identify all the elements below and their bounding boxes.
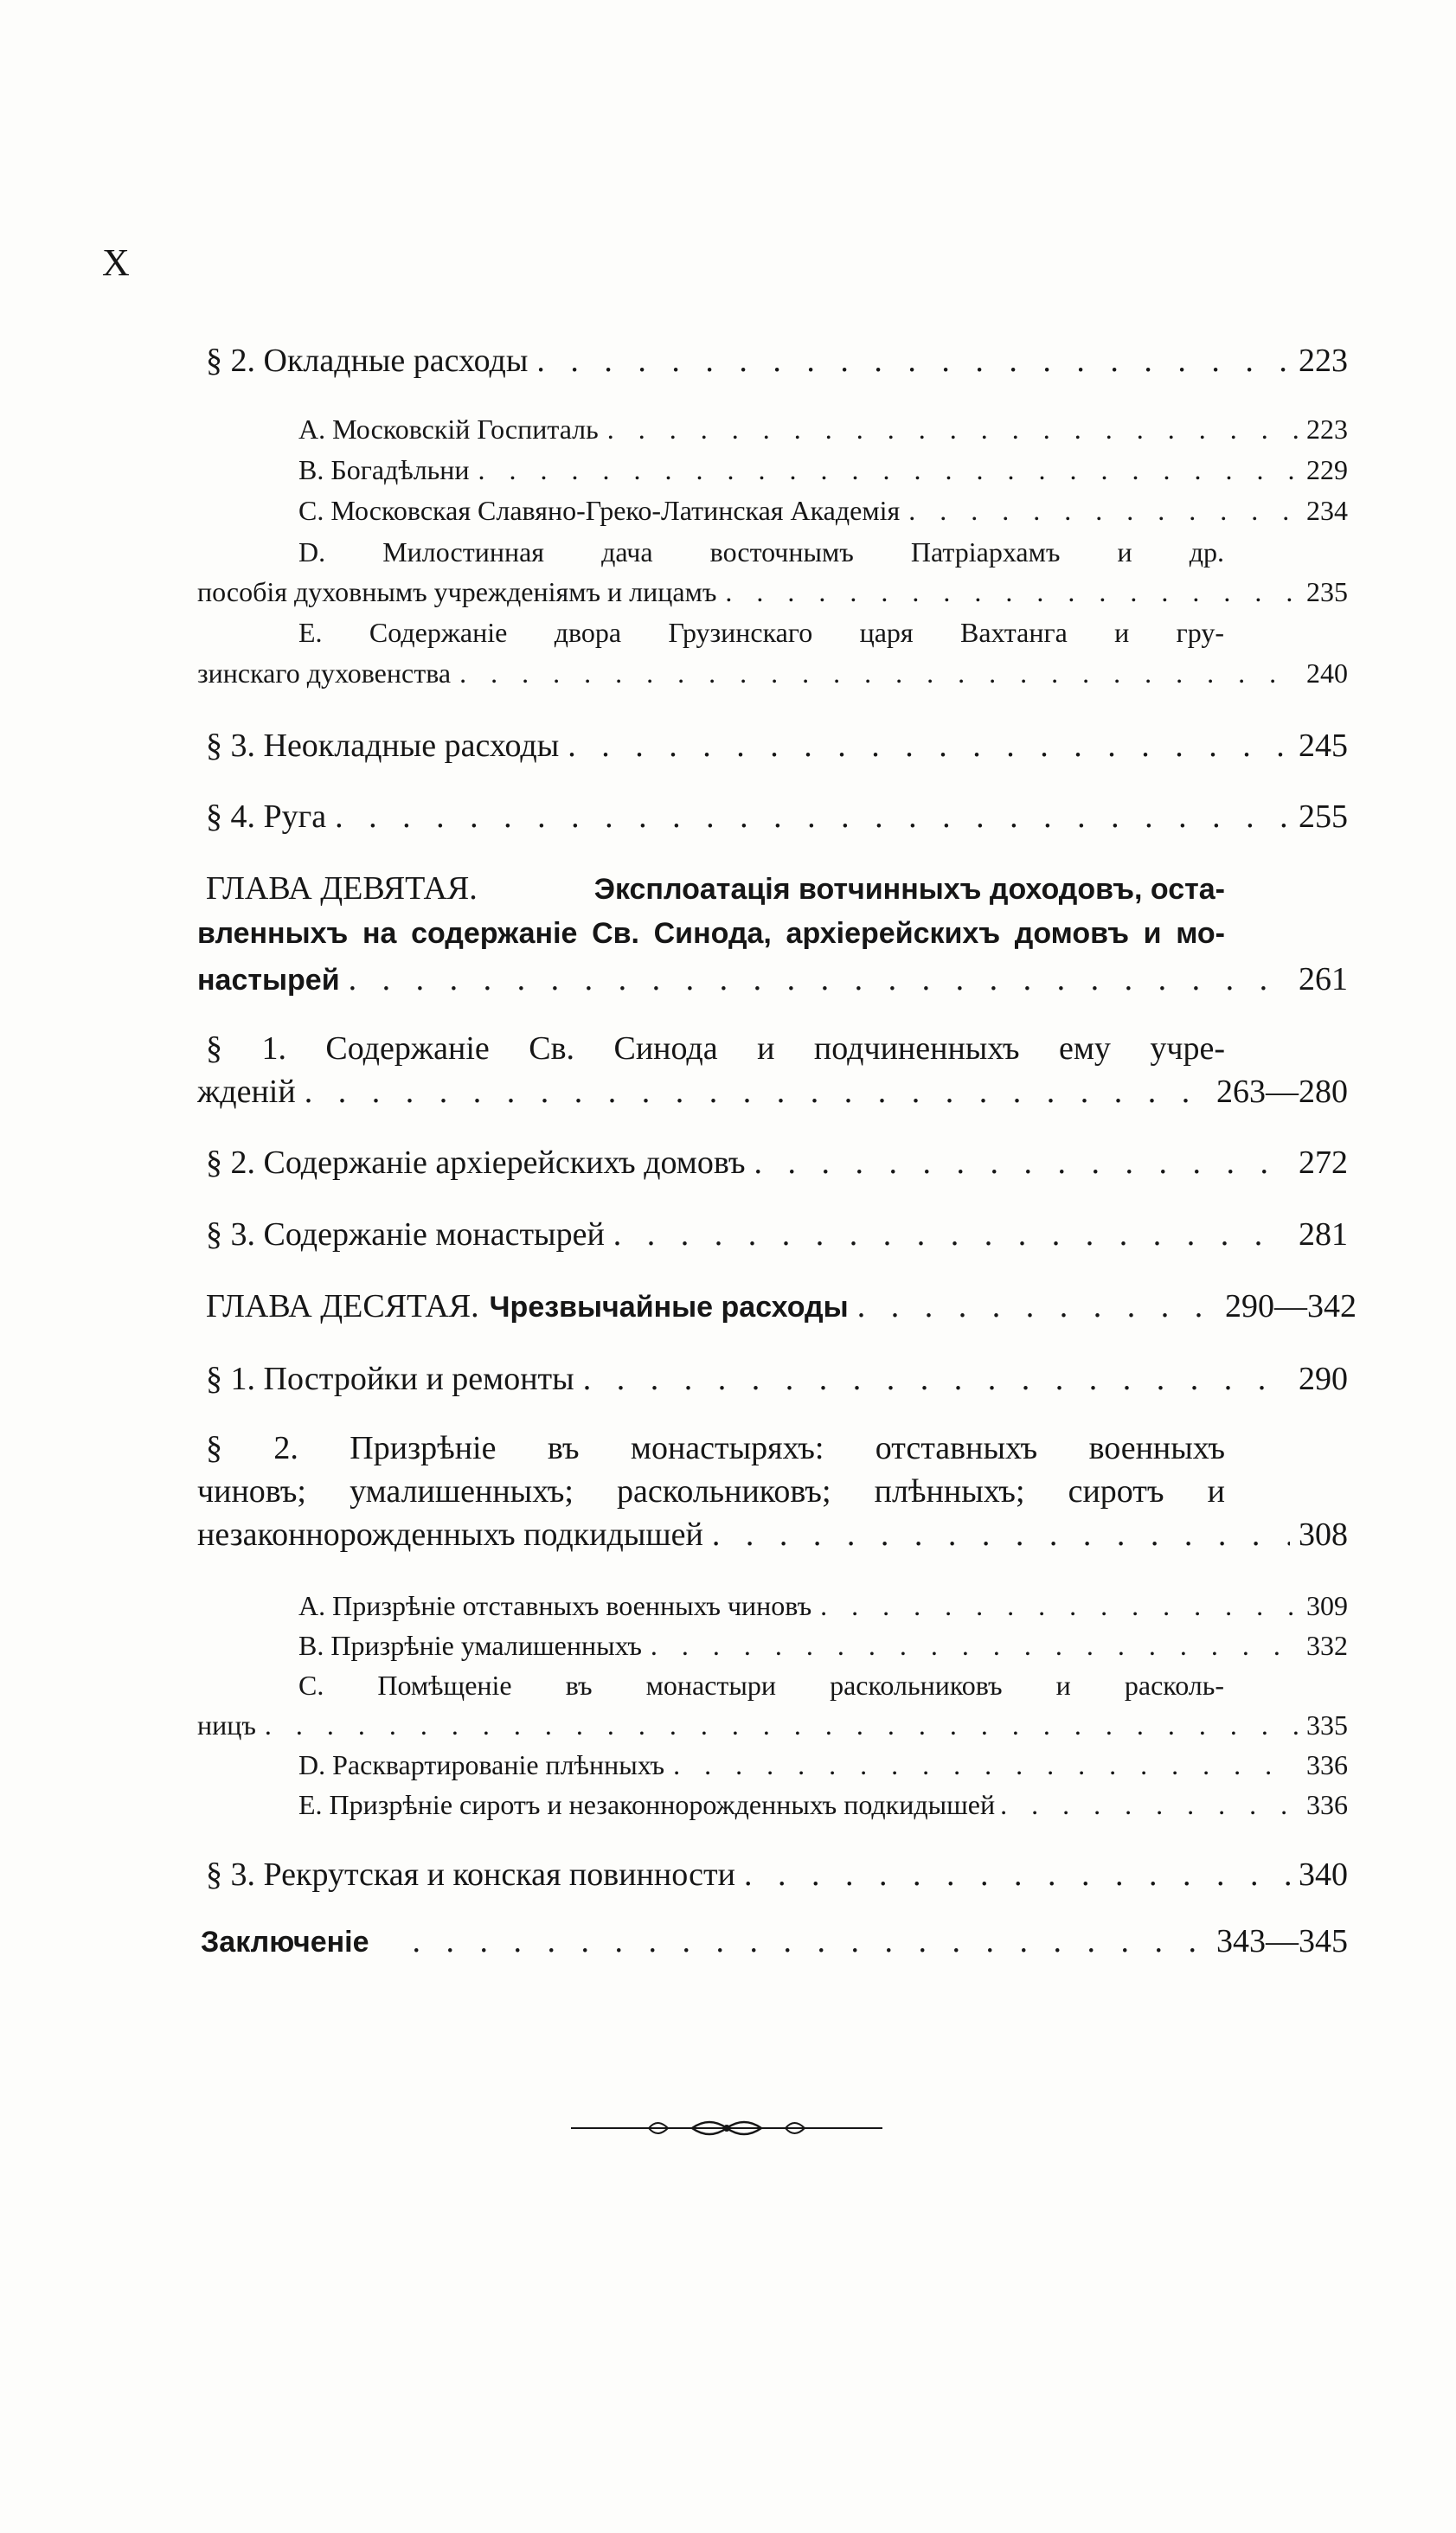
toc-entry-title: Е. Призрѣніе сиротъ и незаконнорожденныхъ подкидышей xyxy=(298,1789,996,1820)
leader-dots xyxy=(413,1922,1208,1960)
toc-entry-title: § 1. Постройки и ремонты xyxy=(206,1361,574,1397)
toc-entry-title: В. Призрѣніе умалишенныхъ xyxy=(298,1630,642,1661)
toc-entry-title: § 4. Руга xyxy=(206,798,327,835)
toc-entry-page: 223 xyxy=(1306,414,1348,445)
toc-entry-ch9-s1[interactable] xyxy=(197,1073,1348,1111)
toc-entry-page: 332 xyxy=(1306,1630,1348,1661)
toc-entry-ch10-s2a[interactable] xyxy=(298,1590,1348,1622)
toc-entry-ch10-s1[interactable] xyxy=(206,1360,1348,1398)
toc-entry-ch8-s2c[interactable] xyxy=(298,495,1348,527)
toc-entry-ch8-s2b[interactable] xyxy=(298,454,1348,486)
toc-entry-ch10-s2c[interactable] xyxy=(197,1709,1348,1741)
toc-entry-page: 290—342 xyxy=(1225,1288,1357,1324)
toc-entry-ch10-s3[interactable] xyxy=(206,1856,1348,1894)
toc-entry-ch9-s3[interactable] xyxy=(206,1215,1348,1254)
toc-entry-page: 223 xyxy=(1299,343,1348,379)
fleuron-divider-icon xyxy=(571,2115,882,2141)
toc-entry-page: 261 xyxy=(1299,961,1348,997)
toc-entry-title: незаконнорожденныхъ подкидышей xyxy=(197,1517,703,1553)
leader-dots xyxy=(305,1073,1208,1111)
leader-dots xyxy=(568,727,1290,765)
toc-entry-title: § 2. Содержаніе архіерейскихъ домовъ xyxy=(206,1145,746,1181)
leader-dots xyxy=(335,798,1290,836)
toc-entry-page: 343—345 xyxy=(1216,1923,1348,1959)
toc-entry-ch8-s2e-line1: Е. Содержаніе двора Грузинскаго царя Вахтанга и гру- xyxy=(298,617,1224,648)
leader-dots xyxy=(265,1709,1298,1741)
page-number: X xyxy=(102,241,131,284)
leader-dots xyxy=(712,1516,1290,1554)
leader-dots xyxy=(651,1630,1298,1662)
toc-entry-ch10-s2-line1: § 2. Призрѣніе въ монастыряхъ: отставныхъ военныхъ xyxy=(206,1430,1225,1466)
toc-entry-ch10[interactable] xyxy=(206,1287,1357,1325)
toc-entry-page: 229 xyxy=(1306,454,1348,485)
chapter-10-label: ГЛАВА ДЕСЯТАЯ. xyxy=(206,1288,479,1324)
leader-dots xyxy=(613,1215,1290,1254)
chapter-9-label: ГЛАВА ДЕВЯТАЯ. xyxy=(206,870,478,907)
toc-entry-ch10-s2b[interactable] xyxy=(298,1630,1348,1662)
toc-entry-ch8-s2e[interactable] xyxy=(197,657,1348,689)
toc-entry-page: 336 xyxy=(1306,1789,1348,1820)
toc-entry-title: жденій xyxy=(197,1074,296,1110)
toc-entry-title: Чрезвычайные расходы xyxy=(489,1291,849,1324)
toc-entry-page: 281 xyxy=(1299,1216,1348,1253)
toc-entry-page: 234 xyxy=(1306,495,1348,526)
leader-dots xyxy=(459,657,1298,689)
toc-entry-title: ницъ xyxy=(197,1709,256,1741)
toc-entry-page: 335 xyxy=(1306,1709,1348,1741)
leader-dots xyxy=(607,414,1298,446)
toc-entry-title: D. Расквартированіе плѣнныхъ xyxy=(298,1749,665,1780)
leader-dots xyxy=(673,1749,1298,1781)
leader-dots xyxy=(583,1360,1290,1398)
toc-entry-title: А. Призрѣніе отставныхъ военныхъ чиновъ xyxy=(298,1590,812,1621)
toc-entry-title: зинскаго духовенства xyxy=(197,657,452,689)
toc-entry-ch9-s1-line1: § 1. Содержаніе Св. Синода и подчиненныхъ ему учре- xyxy=(206,1030,1225,1067)
toc-entry-ch8-s2d-line1: D. Милостинная дача восточнымъ Патріархамъ и др. xyxy=(298,536,1224,568)
toc-entry-page: 309 xyxy=(1306,1590,1348,1621)
toc-entry-title: А. Московскій Госпиталь xyxy=(298,414,599,445)
toc-entry-ch10-s2d[interactable] xyxy=(298,1749,1348,1781)
leader-dots xyxy=(908,495,1298,527)
chapter-9-heading-line1 xyxy=(206,869,1225,907)
toc-entry-title: настырей xyxy=(197,964,340,997)
leader-dots xyxy=(744,1856,1290,1894)
leader-dots xyxy=(1000,1789,1301,1821)
toc-entry-ch8-s2[interactable] xyxy=(206,342,1348,380)
toc-entry-ch9[interactable] xyxy=(197,960,1348,998)
toc-entry-ch10-s2c-line1: С. Помѣщеніе въ монастыри раскольниковъ и расколь- xyxy=(298,1670,1224,1701)
toc-entry-title: В. Богадѣльни xyxy=(298,454,470,485)
toc-entry-ch8-s2d[interactable] xyxy=(197,576,1348,608)
toc-entry-title: § 2. Окладные расходы xyxy=(206,343,529,379)
toc-entry-ch8-s4[interactable] xyxy=(206,798,1348,836)
toc-entry-page: 290 xyxy=(1299,1361,1348,1397)
toc-entry-conclusion[interactable] xyxy=(201,1922,1348,1960)
toc-entry-page: 255 xyxy=(1299,798,1348,835)
toc-entry-ch9-s2[interactable] xyxy=(206,1144,1348,1182)
leader-dots xyxy=(820,1590,1298,1622)
leader-dots xyxy=(536,342,1290,380)
toc-entry-title: § 3. Содержаніе монастырей xyxy=(206,1216,605,1253)
toc-entry-title: § 3. Рекрутская и конская повинности xyxy=(206,1856,735,1893)
toc-entry-page: 263—280 xyxy=(1216,1074,1348,1110)
toc-entry-ch10-s2e[interactable] xyxy=(298,1789,1348,1821)
toc-entry-page: 240 xyxy=(1306,657,1348,689)
toc-entry-title: пособія духовнымъ учрежденіямъ и лицамъ xyxy=(197,576,717,607)
toc-entry-page: 336 xyxy=(1306,1749,1348,1780)
leader-dots xyxy=(754,1144,1291,1182)
toc-entry-title: § 3. Неокладные расходы xyxy=(206,728,560,764)
chapter-9-title-part1: Эксплоатація вотчинныхъ доходовъ, оста- xyxy=(593,873,1225,906)
leader-dots xyxy=(725,576,1298,608)
toc-entry-title: С. Московская Славяно-Греко-Латинская Академія xyxy=(298,495,901,526)
toc-entry-ch8-s2a[interactable] xyxy=(298,414,1348,446)
toc-entry-page: 272 xyxy=(1299,1145,1348,1181)
toc-entry-page: 340 xyxy=(1299,1856,1348,1893)
toc-entry-page: 245 xyxy=(1299,728,1348,764)
leader-dots xyxy=(478,454,1298,486)
chapter-9-title-part2: вленныхъ на содержаніе Св. Синода, архіерейскихъ домовъ и мо- xyxy=(197,917,1225,950)
leader-dots xyxy=(349,960,1290,998)
toc-entry-page: 308 xyxy=(1299,1517,1348,1553)
leader-dots xyxy=(857,1287,1216,1325)
toc-entry-page: 235 xyxy=(1306,576,1348,607)
toc-entry-ch8-s3[interactable] xyxy=(206,727,1348,765)
toc-entry-ch10-s2-line2: чиновъ; умалишенныхъ; раскольниковъ; плѣнныхъ; сиротъ и xyxy=(197,1473,1225,1510)
toc-entry-title: Заключеніе xyxy=(201,1926,369,1959)
toc-entry-ch10-s2[interactable] xyxy=(197,1516,1348,1554)
